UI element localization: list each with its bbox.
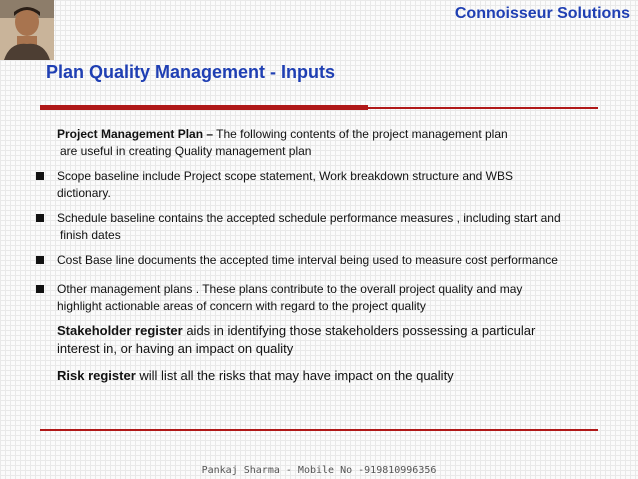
bullet-marker <box>36 285 44 293</box>
pmp-text-line2: are useful in creating Quality management plan <box>60 144 312 158</box>
risk-label: Risk register <box>57 368 136 383</box>
bullet-item-scope <box>57 168 617 202</box>
pmp-text-line1: The following contents of the project management plan <box>213 127 508 141</box>
presenter-photo <box>0 0 54 60</box>
pmp-label: Project Management Plan – <box>57 127 214 141</box>
bullet-item-other-plans <box>57 281 617 315</box>
bullet-marker <box>36 256 44 264</box>
footer-divider <box>40 429 598 431</box>
risk-text: will list all the risks that may have impact on the quality <box>135 368 454 383</box>
bullet-item-cost <box>57 252 617 269</box>
footer-contact: Pankaj Sharma - Mobile No -919810996356 <box>201 465 437 476</box>
bullet-line1: Scope baseline include Project scope statement, Work breakdown structure and WBS <box>57 169 514 183</box>
brand-name: Connoisseur Solutions <box>454 5 630 22</box>
bullet-line2: highlight actionable areas of concern with regard to the project quality <box>57 299 426 313</box>
title-divider <box>40 107 598 109</box>
bullet-line1: Schedule baseline contains the accepted schedule performance measures , including start and <box>57 211 561 225</box>
bullet-line2: dictionary. <box>57 186 111 200</box>
bullet-line2: finish dates <box>60 228 121 242</box>
stakeholder-text-line1: aids in identifying those stakeholders possessing a particular <box>182 323 536 338</box>
pmp-paragraph <box>57 126 617 160</box>
bullet-marker <box>36 214 44 222</box>
bullet-item-schedule <box>57 210 617 244</box>
bullet-line1: Cost Base line documents the accepted time interval being used to measure cost performance <box>57 253 558 267</box>
slide-title: Plan Quality Management - Inputs <box>46 62 336 82</box>
stakeholder-text-line2: interest in, or having an impact on quality <box>57 341 294 356</box>
title-divider-accent <box>40 105 368 110</box>
risk-paragraph <box>57 367 617 385</box>
stakeholder-paragraph <box>57 322 617 358</box>
bullet-marker <box>36 172 44 180</box>
bullet-line1: Other management plans . These plans contribute to the overall project quality and may <box>57 282 523 296</box>
stakeholder-label: Stakeholder register <box>57 323 183 338</box>
